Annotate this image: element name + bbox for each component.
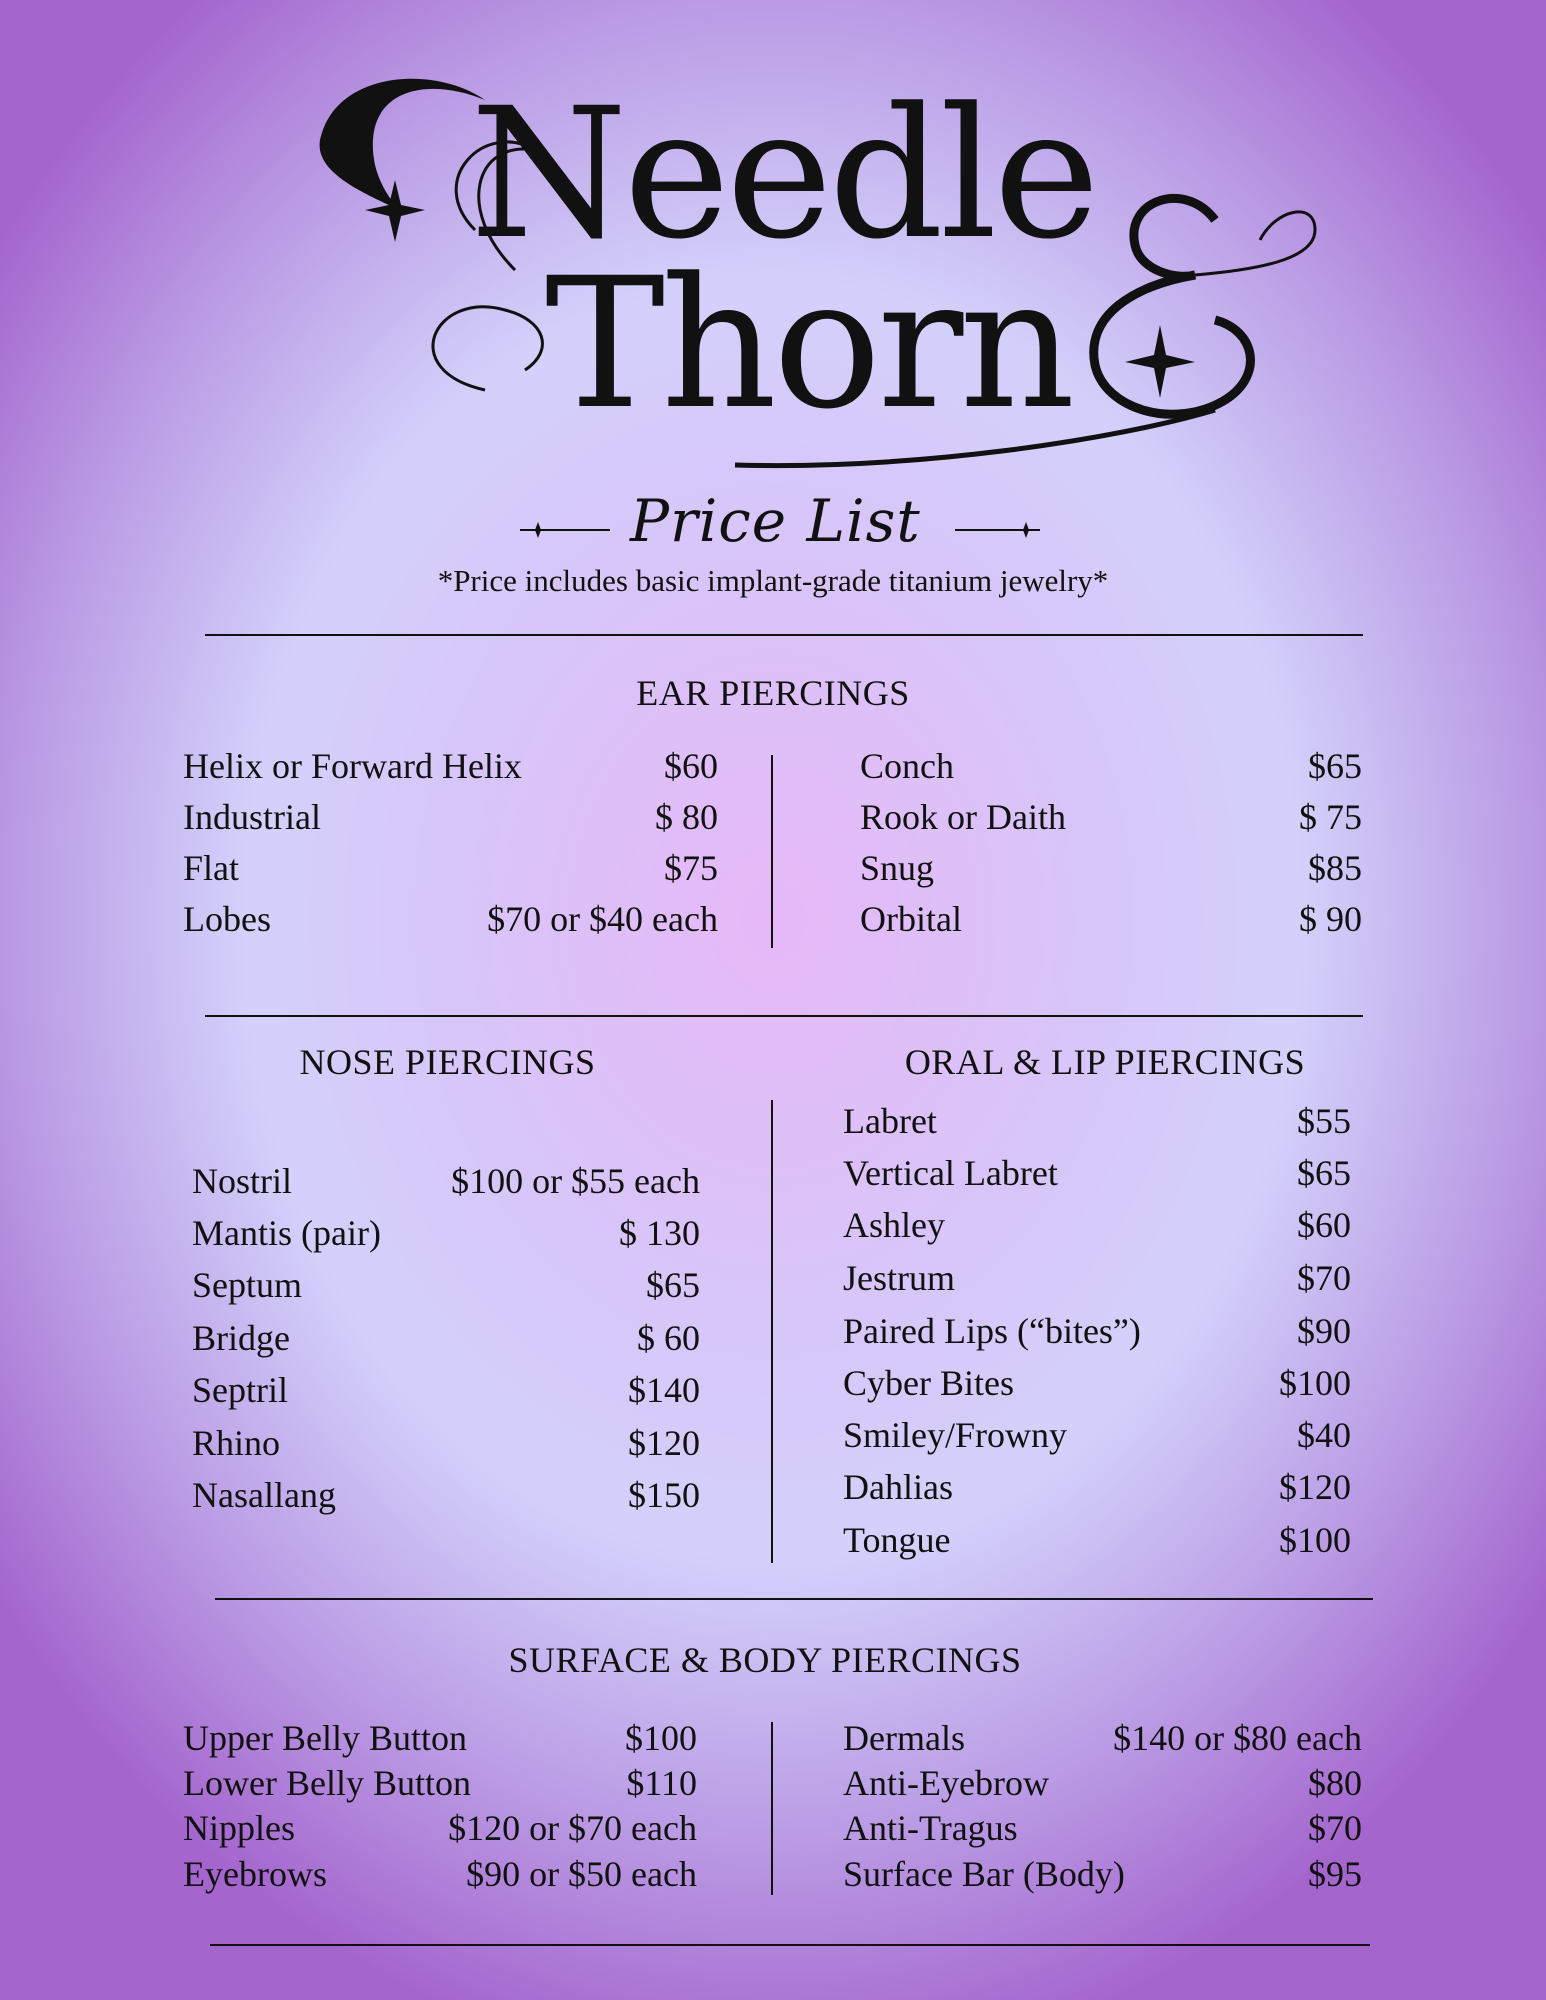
divider [205,634,1363,636]
list-item: Nostril $100 or $55 each [192,1161,700,1201]
list-item: Rhino $120 [192,1423,700,1463]
list-item: Cyber Bites $100 [843,1363,1351,1403]
list-item: Helix or Forward Helix $60 [183,746,718,786]
ear-list-right [860,745,1362,945]
list-item: Dermals $140 or $80 each [843,1718,1362,1758]
list-item: Flat $75 [183,848,718,888]
list-item: Lower Belly Button $110 [183,1763,697,1803]
sparkle-icon [1125,325,1195,398]
list-item: Eyebrows $90 or $50 each [183,1854,697,1894]
list-item: Jestrum $70 [843,1258,1351,1298]
list-item: Nasallang $150 [192,1475,700,1515]
list-item: Mantis (pair) $ 130 [192,1213,700,1253]
list-item: Conch $65 [860,746,1362,786]
list-item: Septum $65 [192,1265,700,1305]
logo-word-needle: Needle [470,70,1096,279]
t-flourish [433,307,542,390]
list-item: Lobes $70 or $40 each [183,899,718,939]
column-divider [771,755,773,948]
list-item: Anti-Tragus $70 [843,1808,1362,1848]
surface-list-left [183,1717,697,1917]
section-title-nose: NOSE PIERCINGS [299,1042,596,1082]
ear-list-left [183,745,718,945]
list-item: Bridge $ 60 [192,1318,700,1358]
section-title-oral: ORAL & LIP PIERCINGS [904,1042,1306,1082]
price-list-subtitle: Price List [630,487,921,555]
divider [215,1598,1373,1600]
list-item: Vertical Labret $65 [843,1153,1351,1193]
list-item: Orbital $ 90 [860,899,1362,939]
ampersand-curve [1094,198,1251,414]
list-item: Surface Bar (Body) $95 [843,1854,1362,1894]
list-item: Rook or Daith $ 75 [860,797,1362,837]
list-item: Snug $85 [860,848,1362,888]
divider [205,1015,1363,1017]
nose-list [192,1160,700,1540]
list-item: Upper Belly Button $100 [183,1718,697,1758]
divider [210,1944,1370,1946]
list-item: Septril $140 [192,1370,700,1410]
jewelry-note: *Price includes basic implant-grade titanium jewelry* [437,563,1109,598]
section-title-surface: SURFACE & BODY PIERCINGS [508,1640,1022,1680]
section-title-ear: EAR PIERCINGS [636,673,910,713]
list-item: Industrial $ 80 [183,797,718,837]
list-item: Paired Lips (“bites”) $90 [843,1311,1351,1351]
list-item: Dahlias $120 [843,1467,1351,1507]
surface-list-right [843,1717,1362,1917]
logo-word-thorn: Thorn [545,240,1072,449]
oral-list [843,1100,1351,1570]
sparkle-icon [1023,522,1029,538]
swoosh-shape [320,79,485,210]
sparkle-icon [535,522,541,538]
list-item: Anti-Eyebrow $80 [843,1763,1362,1803]
list-item: Tongue $100 [843,1520,1351,1560]
list-item: Ashley $60 [843,1205,1351,1245]
list-item: Nipples $120 or $70 each [183,1808,697,1848]
column-divider [771,1100,773,1563]
list-item: Labret $55 [843,1101,1351,1141]
column-divider [771,1722,773,1895]
list-item: Smiley/Frowny $40 [843,1415,1351,1455]
